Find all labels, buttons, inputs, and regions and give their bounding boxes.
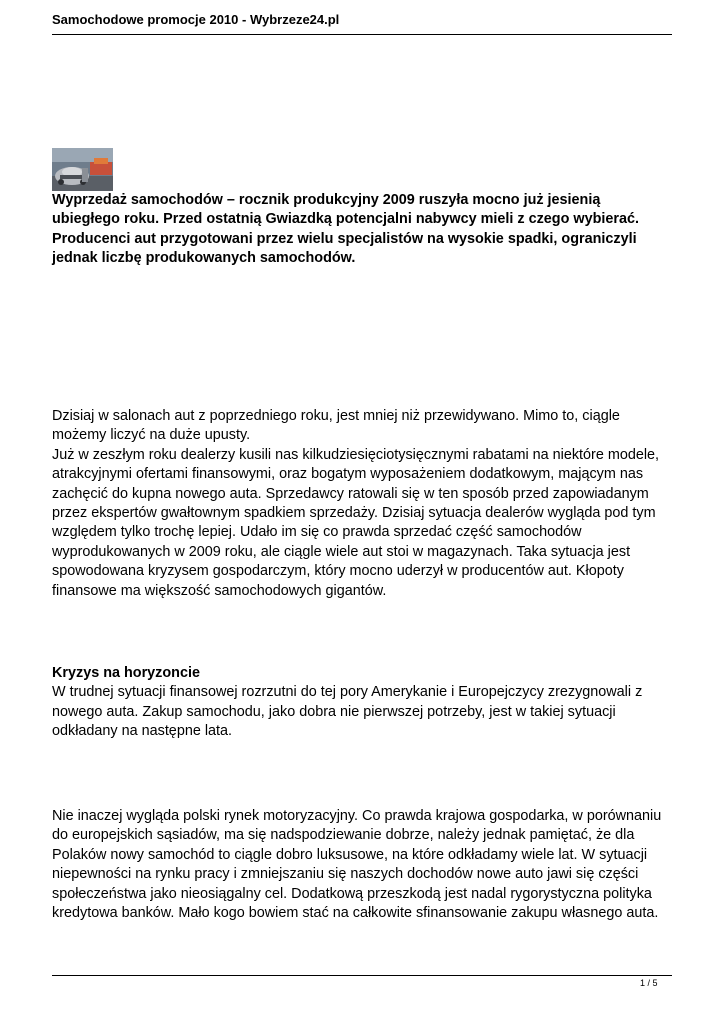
footer-divider <box>52 975 672 976</box>
body-line: społeczeństwa jako nieosiągalny cel. Dodatkową przeszkodą jest nadal rygorystyczna polityka <box>52 885 652 902</box>
body-line: do europejskich sąsiadów, ma się nadspodziewanie dobrze, należy jednak pamiętać, że dla <box>52 827 635 844</box>
body-line: zachęcić do kupna nowego auta. Sprzedawcy ratowali się w ten sposób przed zapowiadanym <box>52 485 649 502</box>
body-paragraph-1 <box>52 407 677 601</box>
body-line: możemy liczyć na duże upusty. <box>52 427 251 444</box>
lead-line: ubiegłego roku. Przed ostatnią Gwiazdką potencjalni nabywcy mieli z czego wybierać. <box>52 211 639 228</box>
body-line: finansowe ma większość samochodowych gigantów. <box>52 582 387 599</box>
body-line: odkładany na następne lata. <box>52 723 233 740</box>
body-line: kredytowa banków. Mało kogo bowiem stać na całkowite sfinansowanie zakupu własnego auta. <box>52 905 659 922</box>
section-kryzys <box>52 664 677 742</box>
body-line: Nie inaczej wygląda polski rynek motoryzacyjny. Co prawda krajowa gospodarka, w porównaniu <box>52 808 662 824</box>
body-paragraph-3 <box>52 807 677 923</box>
body-line: Dzisiaj w salonach aut z poprzedniego roku, jest mniej niż przewidywano. Mimo to, ciągle <box>52 408 620 424</box>
lead-line: Wyprzedaż samochodów – rocznik produkcyjny 2009 ruszyła mocno już jesienią <box>52 192 601 208</box>
body-line: nowego auta. Zakup samochodu, jako dobra nie pierwszej potrzeby, jest w takiej sytuacji <box>52 703 616 720</box>
lead-line: jednak liczbę produkowanych samochodów. <box>52 250 356 267</box>
body-line: wyprodukowanych w 2009 roku, ale ciągle wiele aut stoi w magazynach. Taka sytuacja jest <box>52 543 631 560</box>
body-line: W trudnej sytuacji finansowej rozrzutni do tej pory Amerykanie i Europejczycy zrezygnowali z <box>52 684 643 701</box>
body-line: przez ekspertów gwałtownym spadkiem sprzedaży. Dzisiaj sytuacja dealerów wygląda pod tym <box>52 505 656 522</box>
body-line: atrakcyjnymi ofertami finansowymi, oraz bogatym wyposażeniem dodatkowym, mającym nas <box>52 466 644 483</box>
body-line: niepewności na rynku pracy i zmniejszaniu się naszych dochodów nowe auto jawi się części <box>52 866 639 883</box>
car-showroom-photo <box>52 148 113 191</box>
body-line: Już w zeszłym roku dealerzy kusili nas kilkudziesięciotysięcznymi rabatami na niektóre modele, <box>52 446 660 463</box>
body-line: względem tylko trochę lepiej. Udało im się co prawda sprzedać część samochodów <box>52 524 582 541</box>
header-divider <box>52 34 672 35</box>
body-line: Polaków nowy samochód to ciągle dobro luksusowe, na które odkładamy wiele lat. W sytuacji <box>52 846 648 863</box>
body-line: spowodowana kryzysem gospodarczym, który mocno uderzył w producentów aut. Kłopoty <box>52 563 624 580</box>
lead-line: Producenci aut przygotowani przez wielu specjalistów na wysokie spadki, ograniczyli <box>52 230 637 247</box>
section-heading: Kryzys na horyzoncie <box>52 665 200 681</box>
page-number: 1 / 5 <box>640 978 658 988</box>
page-header-title: Samochodowe promocje 2010 - Wybrzeze24.pl <box>52 12 340 27</box>
lead-paragraph <box>52 191 677 269</box>
